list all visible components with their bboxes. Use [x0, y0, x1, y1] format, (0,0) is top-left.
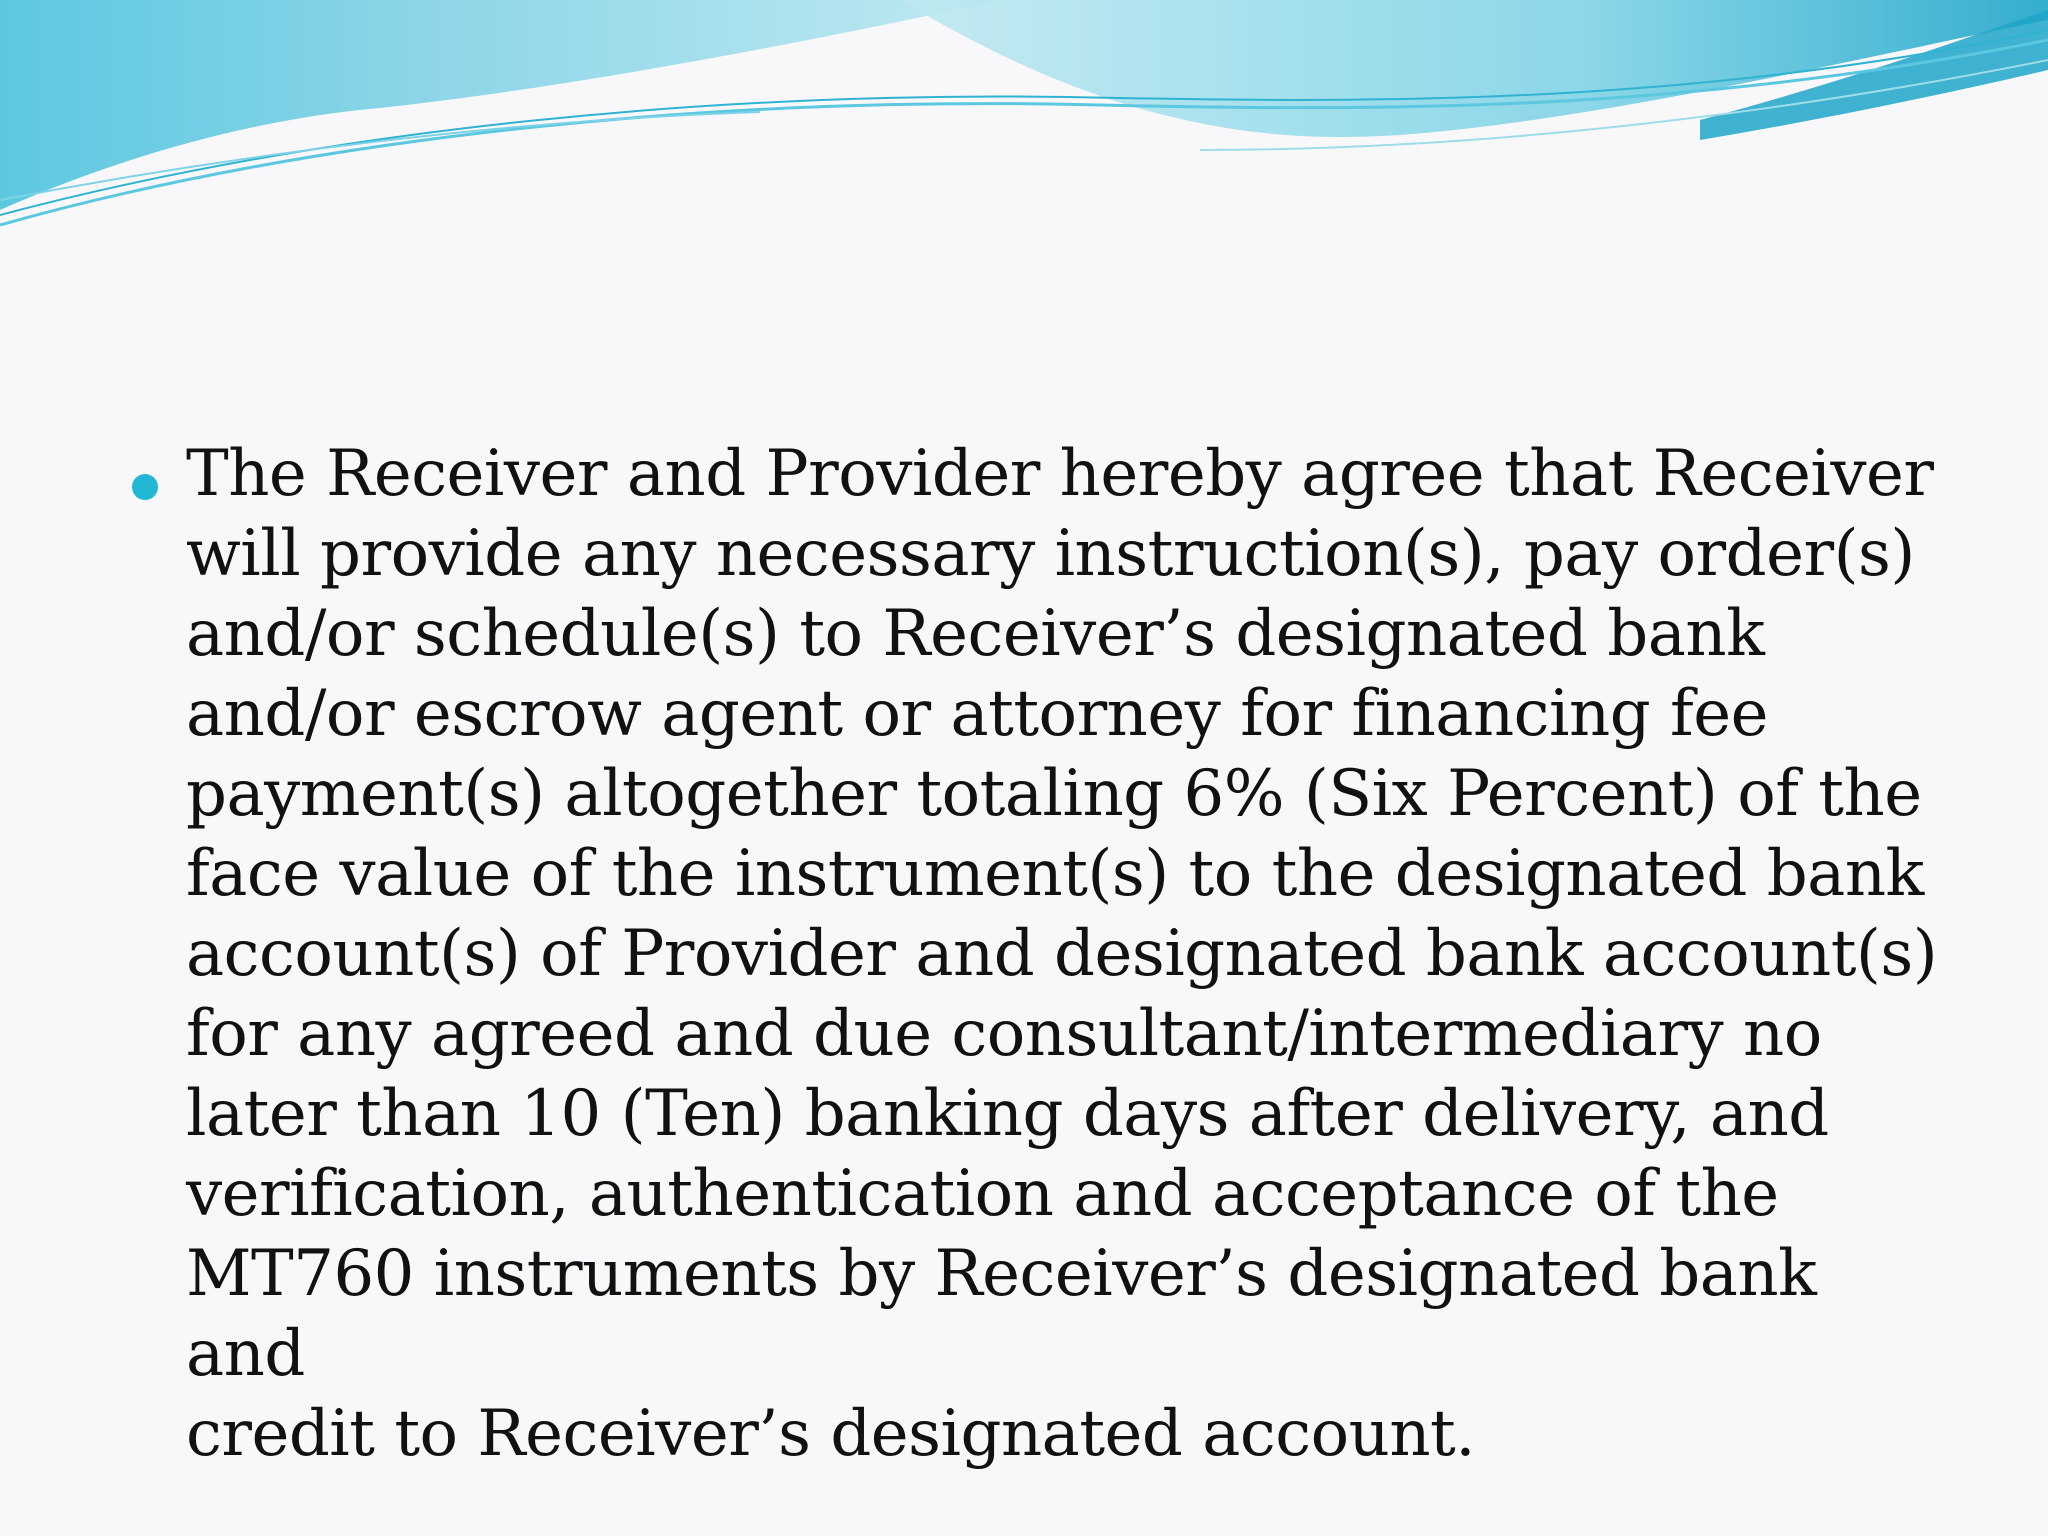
bullet-line: The Receiver and Provider hereby agree that Receiver — [186, 437, 1934, 511]
bullet-text — [186, 434, 1948, 1474]
bullet-line: for any agreed and due consultant/intermediary no — [186, 997, 1822, 1071]
bullet-line: later than 10 (Ten) banking days after delivery, and — [186, 1077, 1829, 1151]
bullet-line: and/or schedule(s) to Receiver’s designated bank — [186, 597, 1765, 671]
slide-content — [128, 434, 1948, 1474]
bullet-line: verification, authentication and acceptance of the — [186, 1157, 1779, 1231]
bullet-line: MT760 instruments by Receiver’s designated bank and — [186, 1237, 1817, 1391]
bullet-dot-icon — [132, 474, 158, 500]
bullet-line: face value of the instrument(s) to the designated bank — [186, 837, 1924, 911]
bullet-line: will provide any necessary instruction(s), pay order(s) — [186, 517, 1915, 591]
decorative-wave-header — [0, 0, 2048, 240]
bullet-line: and/or escrow agent or attorney for financing fee — [186, 677, 1768, 751]
bullet-line: credit to Receiver’s designated account. — [186, 1397, 1476, 1471]
bullet-line: payment(s) altogether totaling 6% (Six Percent) of the — [186, 757, 1922, 831]
bullet-item — [128, 434, 1948, 1474]
bullet-line: account(s) of Provider and designated bank account(s) — [186, 917, 1938, 991]
